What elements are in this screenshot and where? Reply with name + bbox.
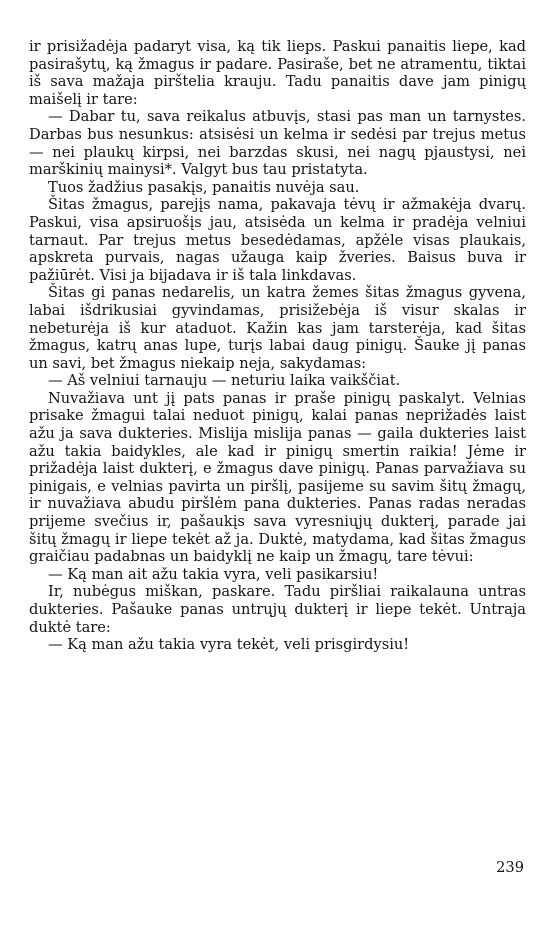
paragraph-4: Šitas žmagus, parejįs nama, pakavaja tėvų ir ažmakėja dvarų. Paskui, visa apsiruošįs jau, atsisėda un kelma ir pradėja velniui tarnaut. Par trejus metus besedėdamas, apžėle visas plaukais, apskreta purvais, nagas užauga kaip žveries. Baisus buva ir pažiūrėt. Visi ja bijadava ir iš tala linkdavas.	[29, 196, 526, 284]
paragraph-8: — Ką man ait ažu takia vyra, veli pasikarsiu!	[48, 565, 379, 583]
paragraph-1: ir prisižadėja padaryt visa, ką tik lieps. Paskui panaitis liepe, kad pasirašytų, ką žmagus ir padare. Pasiraše, bet ne atramentu, tiktai iš sava mažaja pirštelia krauju. Tadu panaitis dave jam pinigų maišelį ir tare:	[29, 38, 526, 108]
page-number: 239	[496, 859, 524, 876]
paragraph-9: Ir, nubėgus miškan, paskare. Tadu piršliai raikalauna untras dukteries. Pašauke panas untrųjų dukterį ir liepe tekėt. Untraja duktė tare:	[29, 583, 526, 636]
paragraph-7: Nuvažiava unt jį pats panas ir praše pinigų paskalyt. Velnias prisake žmagui talai neduot pinigų, kalai panas neprižadės laist ažu ja sava dukteries. Mislija mislija panas — gaila dukteries laist ažu takia baidykles, ale kad ir pinigų smertin raikia! Jėme ir prižadėja laist dukterį, e žmagus dave pinigų. Panas parvažiava su pinigais, e velnias pavirta un piršlį, pasijeme su savim šitų žmagų, ir nuvažiava abudu piršlėm pana dukteries. Panas radas neradas prijeme svečius ir, pašaukįs sava vyresniųjų dukterį, parade jai šitų žmagų ir liepe tekėt až ja. Duktė, matydama, kad šitas žmagus graičiau padabnas un baidyklį ne kaip un žmagų, tare tėvui:	[29, 389, 526, 566]
paragraph-3: Tuos žadžius pasakįs, panaitis nuvėja sau.	[48, 178, 360, 196]
paragraph-6: — Aš velniui tarnauju — neturiu laika vaikščiat.	[48, 372, 401, 390]
book-page-text	[29, 38, 526, 654]
paragraph-5: Šitas gi panas nedarelis, un katra žemes šitas žmagus gyvena, labai išdrikusiai gyvindamas, prisižebėja iš visur skalas ir nebeturėja iš kur ataduot. Kažin kas jam tarsterėja, kad šitas žmagus, katrų anas lupe, turįs labai daug pinigų. Šauke jį panas un savi, bet žmagus niekaip neja, sakydamas:	[29, 284, 526, 372]
paragraph-2: — Dabar tu, sava reikalus atbuvįs, stasi pas man un tarnystes. Darbas bus nesunkus: atsisėsi un kelma ir sedėsi par trejus metus — nei plaukų kirpsi, nei barzdas skusi, nei nagų pjaustysi, nei marškinių mainysi*. Valgyt bus tau pristatyta.	[29, 108, 526, 179]
paragraph-10: — Ką man ažu takia vyra tekėt, veli prisgirdysiu!	[48, 636, 410, 654]
